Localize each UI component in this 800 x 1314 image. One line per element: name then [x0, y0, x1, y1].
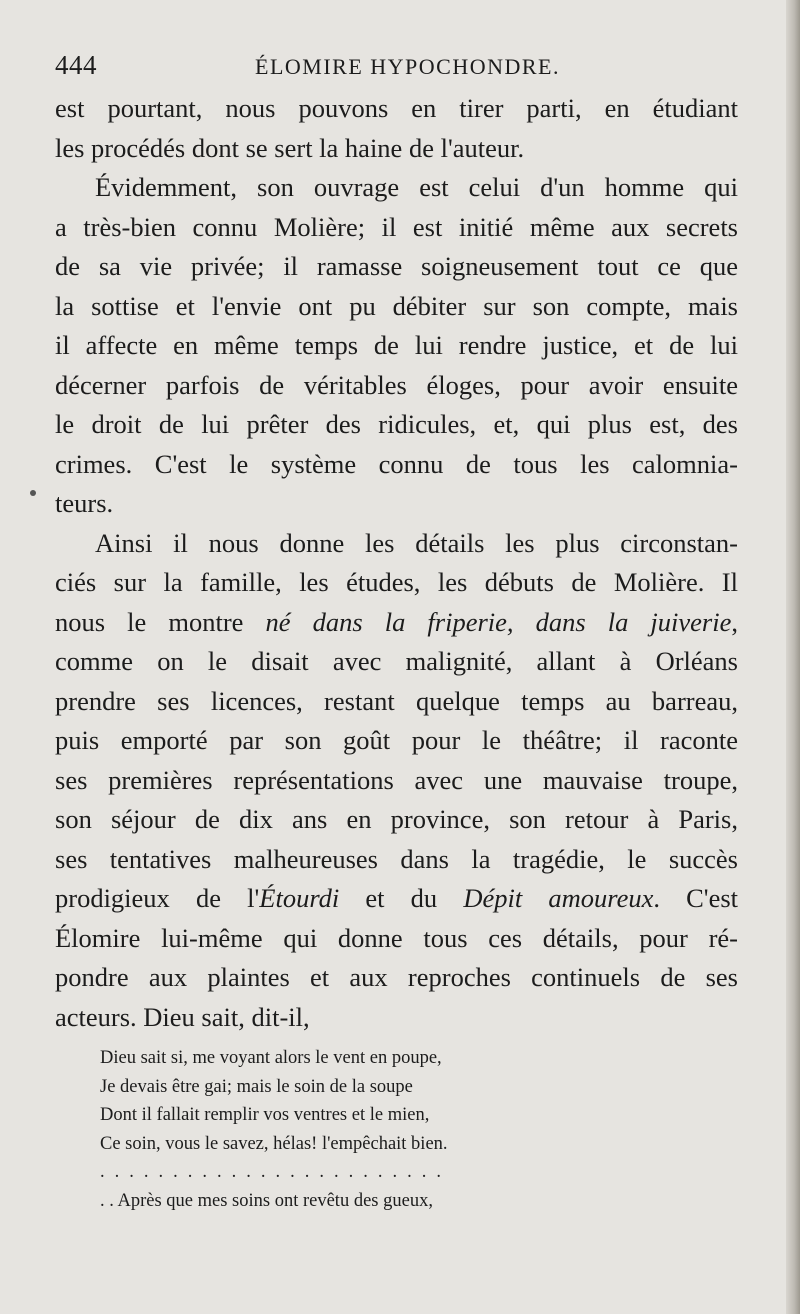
- text-line: les procédés dont se sert la haine de l'auteur.: [55, 132, 525, 163]
- text-line: il affecte en même temps de lui rendre justice, et de lui: [55, 330, 738, 360]
- text-line: décerner parfois de véritables éloges, pour avoir ensuite: [55, 369, 738, 400]
- page-number: 444: [55, 50, 97, 80]
- running-head: [55, 50, 735, 86]
- ellipsis-line: ........................: [100, 1162, 451, 1182]
- verse-line: Je devais être gai; mais le soin de la soupe: [100, 1076, 413, 1097]
- text-line: Ainsi il nous donne les détails les plus circonstan-: [95, 527, 738, 558]
- verse-quotation: [100, 1044, 660, 1215]
- ink-speck: [30, 490, 36, 496]
- text-run: ,: [731, 606, 738, 637]
- text-run: et du: [339, 883, 464, 913]
- text-line: prendre ses licences, restant quelque temps au barreau,: [55, 685, 738, 716]
- text-line: pondre aux plaintes et aux reproches continuels de ses: [55, 962, 738, 992]
- text-line: son séjour de dix ans en province, son retour à Paris,: [55, 804, 738, 834]
- text-line: a très-bien connu Molière; il est initié même aux secrets: [55, 211, 738, 242]
- text-run: nous le montre: [55, 606, 266, 637]
- text-line: le droit de lui prêter des ridicules, et, qui plus est, des: [55, 409, 738, 439]
- text-line: Évidemment, son ouvrage est celui d'un homme qui: [95, 172, 738, 202]
- text-line: acteurs. Dieu sait, dit-il,: [55, 1001, 310, 1032]
- page-edge: [786, 0, 800, 1314]
- verse-line: Dont il fallait remplir vos ventres et le mien,: [100, 1105, 430, 1125]
- italic-title: Dépit amoureux: [463, 883, 654, 913]
- text-line: comme on le disait avec malignité, allant à Orléans: [55, 646, 738, 676]
- text-line: est pourtant, nous pouvons en tirer parti, en étudiant: [55, 93, 738, 123]
- text-run: prodigieux de l': [55, 883, 260, 913]
- verse-line: Ce soin, vous le savez, hélas! l'empêchait bien.: [100, 1133, 448, 1154]
- text-line: ses premières représentations avec une mauvaise troupe,: [55, 764, 738, 795]
- text-line: puis emporté par son goût pour le théâtre; il raconte: [55, 725, 738, 755]
- text-run: . C'est: [653, 883, 739, 913]
- text-line: Élomire lui-même qui donne tous ces détails, pour ré-: [55, 922, 738, 953]
- body-text: [55, 89, 738, 1037]
- text-line: la sottise et l'envie ont pu débiter sur son compte, mais: [55, 290, 738, 321]
- text-line: ciés sur la famille, les études, les débuts de Molière. Il: [55, 567, 738, 597]
- italic-title: Étourdi: [259, 883, 340, 913]
- verse-line: . . Après que mes soins ont revêtu des gueux,: [100, 1190, 433, 1211]
- text-line: teurs.: [55, 488, 114, 518]
- text-line: [55, 603, 738, 643]
- italic-phrase: né dans la friperie, dans la juiverie: [265, 606, 732, 637]
- text-line: crimes. C'est le système connu de tous les calomnia-: [55, 448, 738, 479]
- text-line: [55, 879, 738, 919]
- text-line: ses tentatives malheureuses dans la tragédie, le succès: [55, 843, 738, 874]
- verse-line: Dieu sait si, me voyant alors le vent en poupe,: [100, 1048, 442, 1068]
- running-title: ÉLOMIRE HYPOCHONDRE.: [255, 54, 560, 79]
- text-line: de sa vie privée; il ramasse soigneusement tout ce que: [55, 251, 738, 281]
